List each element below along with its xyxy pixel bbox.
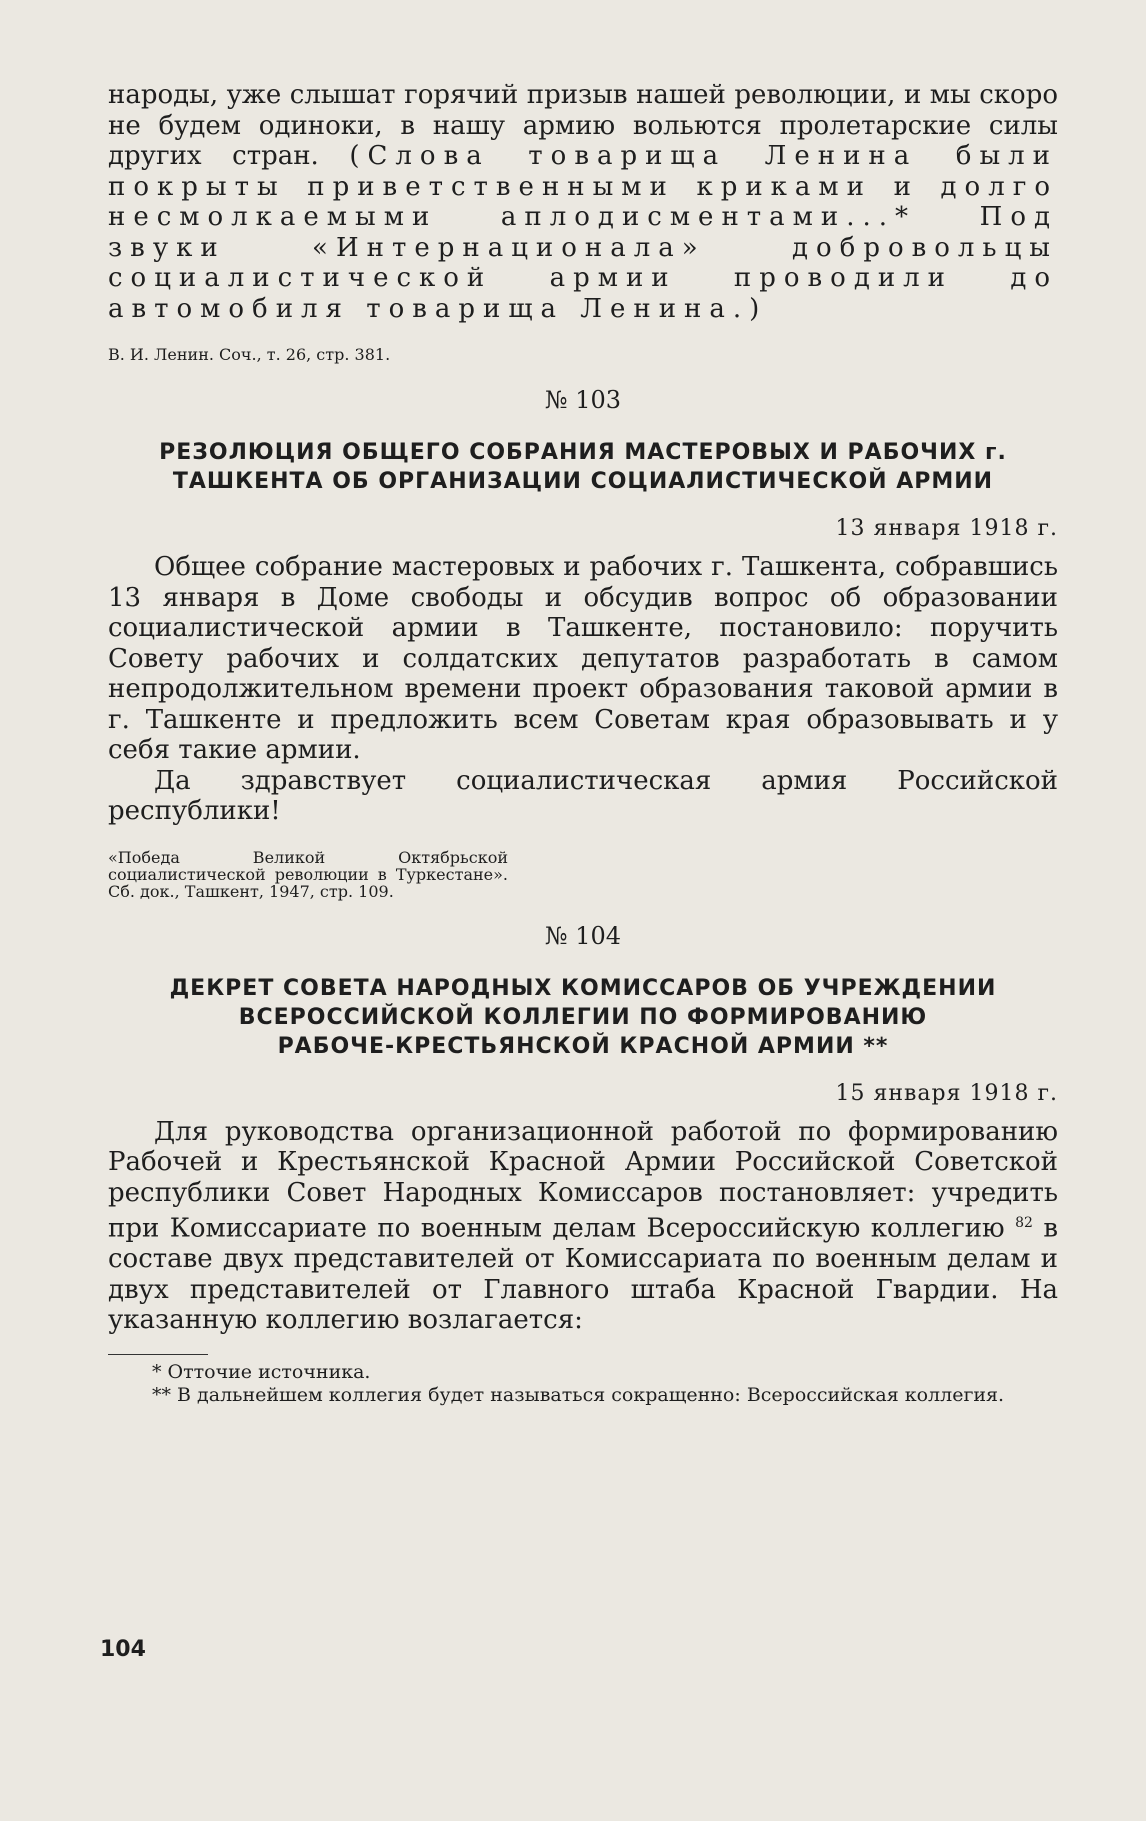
document-date-103: 13 января 1918 г.	[835, 516, 1058, 541]
continuation-paragraph	[108, 80, 1058, 324]
source-citation-tashkent: «Победа Великой Октябрьской социалистической революции в Туркестане». Сб. док., Ташкент, 1947, стр. 109.	[108, 847, 508, 901]
title-line-3: РАБОЧЕ-КРЕСТЬЯНСКОЙ КРАСНОЙ АРМИИ **	[277, 1033, 889, 1059]
page-content	[108, 80, 1058, 1407]
title-line-2: ВСЕРОССИЙСКОЙ КОЛЛЕГИИ ПО ФОРМИРОВАНИЮ	[238, 1004, 928, 1030]
decree-text-after: в составе двух представителей от Комиссариата по военным делам и двух представителей от Главного штаба Красной Гвардии. На указанную коллегию возлагается:	[108, 1213, 1058, 1336]
document-number-103: № 103	[544, 386, 622, 414]
document-title-104	[108, 974, 1058, 1061]
document-number-104: № 104	[544, 921, 622, 950]
resolution-slogan: Да здравствует социалистическая армия Российской республики!	[108, 765, 1058, 826]
continuation-text: народы, уже слышат горячий призыв нашей революции, и мы скоро не будем одиноки, в нашу армию вольются пролетарские силы других стран.	[108, 80, 1058, 171]
page-number: 104	[100, 1637, 146, 1662]
footnote-2: ** В дальнейшем коллегия будет называться сокращенно: Всероссийская коллегия.	[152, 1383, 1005, 1406]
continuation-spaced-text: (Слова товарища Ленина были покрыты приветственными криками и долго несмолкаемыми аплодисментами...* Под звуки «Интернационала» добровольцы социалистической армии проводили до автомобиля товарища Ленина.)	[108, 141, 1058, 324]
decree-text-before: Для руководства организационной работой по формированию Рабочей и Крестьянской Красной Армии Российской Советской республики Совет Народных Комиссаров постановляет: учредить при Комиссариате по военным делам Всероссийскую коллегию	[108, 1116, 1058, 1244]
decree-paragraph	[108, 1117, 1058, 1336]
document-title-103: РЕЗОЛЮЦИЯ ОБЩЕГО СОБРАНИЯ МАСТЕРОВЫХ И РАБОЧИХ г. ТАШКЕНТА ОБ ОРГАНИЗАЦИИ СОЦИАЛИСТИЧЕСКОЙ АРМИИ	[159, 440, 1007, 494]
footnote-divider	[108, 1354, 208, 1355]
footnote-1: * Отточие источника.	[152, 1360, 371, 1383]
resolution-paragraph: Общее собрание мастеровых и рабочих г. Ташкента, собравшись 13 января в Доме свободы и обсудив вопрос об образовании социалистической армии в Ташкенте, постановило: поручить Совету рабочих и солдатских депутатов разработать в самом непродолжительном времени проект образования таковой армии в г. Ташкенте и предложить всем Советам края образовывать и у себя такие армии.	[108, 552, 1058, 765]
title-line-1: ДЕКРЕТ СОВЕТА НАРОДНЫХ КОМИССАРОВ ОБ УЧРЕЖДЕНИИ	[169, 975, 997, 1001]
document-date-104: 15 января 1918 г.	[835, 1080, 1058, 1106]
source-citation-lenin: В. И. Ленин. Соч., т. 26, стр. 381.	[108, 345, 391, 364]
note-reference: 82	[1015, 1215, 1033, 1231]
